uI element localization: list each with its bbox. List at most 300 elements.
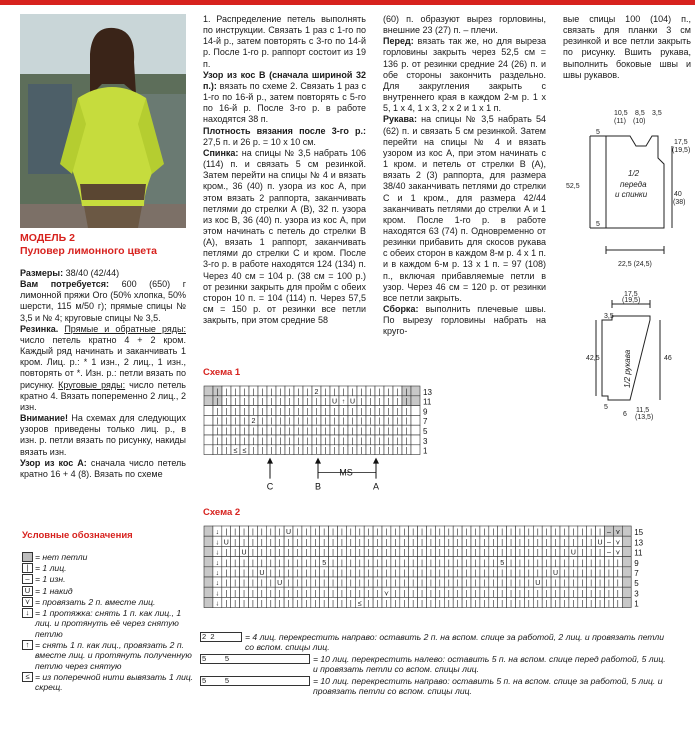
stitch-symbol: U <box>553 570 559 577</box>
stitch-symbol: | <box>252 600 254 608</box>
stitch-symbol: | <box>369 388 372 396</box>
stitch-symbol: | <box>590 590 593 598</box>
stitch-symbol: | <box>270 398 273 406</box>
stitch-symbol: – <box>606 549 611 557</box>
stitch-symbol: ⋎ <box>615 529 621 537</box>
legend-text: = провязать 2 п. вместе лиц. <box>35 596 156 607</box>
stitch-symbol: | <box>438 580 441 588</box>
stitch-symbol: | <box>483 549 486 557</box>
stitch-symbol: | <box>360 408 363 416</box>
stitch-symbol: | <box>270 447 273 455</box>
row-number: 13 <box>423 387 432 397</box>
sd-label: 11,5 <box>636 407 650 414</box>
stitch-symbol: | <box>252 447 255 455</box>
text-run: на спицы № 3,5 набрать 54 (62) п. и связать 5 см резинкой. Затем перейти на спицы № 4 и вязать узором из кос А, при этом начинать с 1 кром. и петель от стрелки В (А), вязать 2 (3) раппорта, для размера 38/40 заканчивать петлями до стрелки С и 1 кром., для размера 42/44 заканчивать петлями до стрелки А и 1 кром. После 1-го р. в работе находятся 63 (74) п. Одновременно от резинки прибавить для скосов рукава с обеих сторон в каждом 8-м р. 4 х 1 п. и в каждом 6-м р. 13 х 1 п. = 97 (108) п., включая прибавляемые петли в узор. Через 46 см = 120 р. от резинки все петли закрыть. <box>383 114 546 303</box>
sd-label: (13,5) <box>635 414 654 421</box>
bd-label: и спинки <box>615 190 648 199</box>
stitch-symbol: | <box>403 590 406 598</box>
stitch-symbol: | <box>323 580 326 588</box>
stitch-symbol: | <box>315 398 318 406</box>
stitch-symbol: | <box>270 418 273 426</box>
stitch-symbol: | <box>252 570 254 577</box>
stitch-symbol: | <box>405 437 408 445</box>
stitch-symbol: | <box>306 428 309 435</box>
stitch-symbol: | <box>297 437 300 445</box>
stitch-symbol: U <box>331 398 338 406</box>
stitch-symbol: | <box>608 590 610 598</box>
stitch-symbol: | <box>572 570 575 577</box>
paragraph <box>383 304 546 337</box>
stitch-symbol: | <box>287 600 290 608</box>
stitch-cell <box>411 406 420 416</box>
stitch-symbol: ↓ <box>215 590 220 598</box>
stitch-symbol: | <box>394 559 397 567</box>
stitch-symbol: | <box>306 408 309 416</box>
stitch-symbol: | <box>545 529 548 537</box>
stitch-symbol: | <box>519 529 521 537</box>
stitch-symbol: | <box>341 590 343 598</box>
stitch-symbol: | <box>447 600 450 608</box>
stitch-symbol: | <box>315 428 318 435</box>
stitch-symbol: | <box>599 529 601 537</box>
stitch-symbol: | <box>474 600 477 608</box>
sd-label: 1/2 рукава <box>623 349 632 388</box>
stitch-symbol: | <box>387 418 390 426</box>
stitch-symbol: | <box>288 388 291 396</box>
stitch-symbol: | <box>333 408 336 416</box>
stitch-symbol: | <box>572 590 575 598</box>
stitch-symbol: | <box>324 447 327 455</box>
stitch-symbol: | <box>376 559 379 567</box>
instructions-column-3 <box>383 14 546 338</box>
row-number: 9 <box>634 558 639 568</box>
bd-label: (10) <box>633 118 646 125</box>
stitch-symbol: | <box>324 408 327 416</box>
stitch-symbol: | <box>590 559 593 567</box>
stitch-symbol: | <box>536 539 539 547</box>
stitch-symbol: | <box>536 590 539 598</box>
arrow-label: B <box>314 481 322 492</box>
stitch-symbol: | <box>581 549 584 557</box>
stitch-symbol: | <box>545 580 548 588</box>
stitch-symbol: | <box>323 529 326 537</box>
stitch-symbol: | <box>216 437 219 445</box>
stitch-symbol: | <box>369 437 372 445</box>
row-number: 9 <box>423 407 428 417</box>
stitch-symbol: | <box>405 398 408 406</box>
legend-symbol: | <box>22 563 33 573</box>
stitch-symbol: | <box>269 590 272 598</box>
stitch-symbol: | <box>323 570 326 577</box>
text-run: 38/40 (42/44) <box>63 268 120 278</box>
stitch-symbol: | <box>243 580 245 588</box>
row-number: 11 <box>423 397 432 407</box>
stitch-symbol: | <box>385 570 388 577</box>
stitch-symbol: – <box>606 529 611 537</box>
stitch-symbol: | <box>287 549 290 557</box>
stitch-symbol: | <box>360 398 363 406</box>
stitch-symbol: U <box>223 539 229 547</box>
stitch-symbol: | <box>243 428 246 435</box>
stitch-symbol: | <box>492 529 495 537</box>
stitch-symbol: | <box>563 580 566 588</box>
stitch-symbol: ≤ <box>233 447 238 455</box>
stitch-symbol: | <box>456 559 459 567</box>
stitch-symbol: | <box>278 570 281 577</box>
stitch-cell <box>204 587 213 597</box>
stitch-symbol: | <box>385 559 388 567</box>
stitch-cell <box>204 415 213 425</box>
paragraph <box>383 36 546 114</box>
stitch-symbol: | <box>261 418 264 426</box>
instructions-column-2 <box>203 14 366 326</box>
stitch-symbol: | <box>421 549 423 557</box>
stitch-symbol: | <box>572 580 575 588</box>
stitch-cell <box>411 396 420 406</box>
stitch-symbol: | <box>324 398 327 406</box>
paragraph <box>203 14 366 70</box>
stitch-symbol: | <box>536 559 539 567</box>
stitch-symbol: | <box>367 549 370 557</box>
stitch-symbol: | <box>278 590 281 598</box>
stitch-symbol: | <box>474 529 477 537</box>
stitch-symbol: | <box>554 559 557 567</box>
stitch-symbol: | <box>332 590 334 598</box>
text-run: 600 (650) г лимонной пряжи Oro (50% хлопка, 50% шерсти, 115 м/50 г); прямые спицы № 3,5 и № 4; круговые спицы № 3,5. <box>20 279 187 323</box>
stitch-symbol: | <box>394 549 397 557</box>
stitch-symbol: | <box>465 570 468 577</box>
stitch-symbol: | <box>342 447 345 455</box>
stitch-symbol: | <box>412 600 415 608</box>
paragraph <box>20 268 186 279</box>
stitch-symbol: | <box>358 570 361 577</box>
stitch-symbol: | <box>376 539 379 547</box>
stitch-symbol: | <box>234 529 237 537</box>
stitch-symbol: | <box>225 580 228 588</box>
stitch-symbol: | <box>376 570 379 577</box>
stitch-symbol: | <box>492 590 495 598</box>
stitch-symbol: | <box>243 408 246 416</box>
stitch-symbol: | <box>403 559 406 567</box>
stitch-symbol: U <box>349 398 356 406</box>
legend-item <box>22 552 200 562</box>
stitch-symbol: | <box>225 590 228 598</box>
stitch-symbol: | <box>474 580 477 588</box>
stitch-symbol: | <box>216 447 219 455</box>
stitch-symbol: | <box>456 580 459 588</box>
stitch-symbol: | <box>536 529 539 537</box>
arrow-head <box>315 458 321 464</box>
stitch-symbol: | <box>261 398 264 406</box>
stitch-symbol: | <box>296 590 299 598</box>
stitch-symbol: | <box>378 418 381 426</box>
text-run: Плотность вязания после 3-го р.: <box>203 125 366 136</box>
stitch-symbol: | <box>332 559 334 567</box>
stitch-symbol: | <box>501 539 504 547</box>
stitch-symbol: | <box>260 559 263 567</box>
stitch-symbol: | <box>243 559 245 567</box>
stitch-symbol: | <box>387 437 390 445</box>
stitch-cell <box>204 526 213 536</box>
stitch-symbol: | <box>342 388 345 396</box>
stitch-symbol: | <box>396 437 399 445</box>
stitch-symbol: | <box>288 408 291 416</box>
stitch-symbol: | <box>243 418 246 426</box>
stitch-symbol: | <box>278 539 281 547</box>
arrow-head <box>267 458 273 464</box>
cable-note <box>200 632 670 653</box>
row-number: 5 <box>423 427 428 436</box>
text-run: Внимание! <box>20 413 68 424</box>
stitch-symbol: | <box>234 570 237 577</box>
stitch-cell <box>622 597 631 607</box>
text-run: Вам потребуется: <box>20 279 109 290</box>
stitch-symbol: | <box>385 600 388 608</box>
stitch-symbol: | <box>545 600 548 608</box>
stitch-symbol: | <box>492 600 495 608</box>
stitch-symbol: | <box>492 549 495 557</box>
stitch-symbol: | <box>243 590 245 598</box>
stitch-symbol: | <box>333 437 336 445</box>
stitch-symbol: | <box>483 600 486 608</box>
stitch-symbol: | <box>369 398 372 406</box>
stitch-symbol: | <box>216 398 219 406</box>
stitch-symbol: | <box>349 600 352 608</box>
stitch-symbol: | <box>581 580 584 588</box>
sd-label: (19,5) <box>622 297 641 304</box>
stitch-symbol: | <box>288 447 291 455</box>
stitch-symbol: | <box>456 570 459 577</box>
stitch-symbol: | <box>333 447 336 455</box>
stitch-symbol: | <box>260 549 263 557</box>
legend-symbol: ⋎ <box>22 597 33 607</box>
stitch-symbol: ↓ <box>215 549 220 557</box>
stitch-cell <box>204 425 213 435</box>
stitch-symbol: | <box>405 447 408 455</box>
stitch-symbol: | <box>405 428 408 435</box>
stitch-symbol: | <box>351 437 354 445</box>
legend-item <box>22 640 200 671</box>
stitch-symbol: | <box>260 580 263 588</box>
stitch-symbol: | <box>501 529 504 537</box>
legend-text: = 1 накид <box>35 585 73 596</box>
stitch-symbol: | <box>554 529 557 537</box>
stitch-symbol: | <box>492 580 495 588</box>
stitch-symbol: | <box>581 529 584 537</box>
stitch-symbol: | <box>314 600 317 608</box>
row-number: 7 <box>423 417 428 427</box>
bd-label: 5 <box>596 221 600 228</box>
stitch-symbol: | <box>396 418 399 426</box>
stitch-symbol: | <box>581 590 584 598</box>
stitch-symbol: | <box>288 398 291 406</box>
stitch-symbol: | <box>234 580 237 588</box>
stitch-symbol: | <box>599 549 601 557</box>
schema-1-title: Схема 1 <box>203 367 241 378</box>
stitch-symbol: | <box>438 600 441 608</box>
stitch-symbol: | <box>278 600 281 608</box>
stitch-symbol: | <box>288 437 291 445</box>
stitch-symbol: | <box>536 549 539 557</box>
stitch-symbol: | <box>438 549 441 557</box>
sd-label: 46 <box>664 355 672 362</box>
stitch-symbol: U <box>535 580 541 588</box>
stitch-symbol: | <box>394 539 397 547</box>
bd-label: 17,5 <box>674 139 688 146</box>
paragraph <box>203 70 366 126</box>
stitch-symbol: | <box>269 600 272 608</box>
stitch-symbol: | <box>608 570 610 577</box>
stitch-symbol: | <box>438 529 441 537</box>
stitch-symbol: | <box>297 398 300 406</box>
stitch-symbol: | <box>332 600 334 608</box>
stitch-symbol: U <box>241 549 247 557</box>
stitch-symbol: | <box>261 447 264 455</box>
stitch-symbol: | <box>323 549 326 557</box>
stitch-symbol: | <box>581 539 584 547</box>
stitch-symbol: | <box>527 580 530 588</box>
text-run: выполнить плечевые швы. По вырезу горловины набрать на круго- <box>383 304 546 337</box>
stitch-symbol: | <box>456 590 459 598</box>
stitch-symbol: | <box>412 529 415 537</box>
stitch-symbol: | <box>296 539 299 547</box>
stitch-symbol: | <box>351 388 354 396</box>
stitch-symbol: | <box>581 570 584 577</box>
stitch-symbol: | <box>394 600 397 608</box>
stitch-symbol: | <box>608 580 610 588</box>
stitch-symbol: | <box>278 549 281 557</box>
model-heading <box>20 232 157 257</box>
paragraph <box>20 279 186 324</box>
stitch-symbol: 5 <box>500 559 505 567</box>
text-run: Перед: <box>383 36 414 47</box>
text-run: число петель кратно 4. Вязать попеременно 2 лиц., 2 изн. <box>20 379 186 412</box>
stitch-symbol: | <box>367 570 370 577</box>
text-run: вязать так же, но для выреза горловины закрыть через 52,5 см = 136 р. от резинки средние 24 (26) п. и обе стороны закончить раздельно. Для закругления закрыть с внутреннего края в каждом 2-м р. 1 х 5, 1 х 4, 1 х 3, 2 х 2 и 1 х 1 п. <box>383 36 546 114</box>
stitch-symbol: | <box>324 437 327 445</box>
stitch-symbol: | <box>358 559 361 567</box>
stitch-symbol: | <box>332 570 334 577</box>
stitch-symbol: | <box>474 559 477 567</box>
stitch-symbol: | <box>369 408 372 416</box>
stitch-symbol: | <box>394 590 397 598</box>
stitch-cell <box>411 435 420 445</box>
stitch-symbol: | <box>563 600 566 608</box>
stitch-symbol: | <box>527 539 530 547</box>
stitch-symbol: | <box>510 590 512 598</box>
stitch-symbol: | <box>510 549 512 557</box>
stitch-symbol: | <box>306 447 309 455</box>
stitch-symbol: | <box>234 590 237 598</box>
model-number: МОДЕЛЬ 2 <box>20 232 75 244</box>
stitch-symbol: | <box>349 529 352 537</box>
stitch-symbol: | <box>421 580 423 588</box>
stitch-symbol: | <box>296 549 299 557</box>
stitch-symbol: | <box>510 529 512 537</box>
stitch-symbol: | <box>305 549 308 557</box>
legend-item <box>22 574 200 584</box>
stitch-symbol: | <box>305 559 308 567</box>
stitch-symbol: | <box>314 529 317 537</box>
stitch-symbol: | <box>616 559 619 567</box>
stitch-symbol: | <box>421 570 423 577</box>
stitch-symbol: | <box>385 549 388 557</box>
stitch-symbol: U <box>286 529 292 537</box>
stitch-symbol: | <box>396 408 399 416</box>
stitch-symbol: | <box>360 428 363 435</box>
body-schematic <box>560 100 695 275</box>
stitch-symbol: 2 <box>251 418 256 426</box>
stitch-symbol: | <box>519 600 521 608</box>
stitch-symbol: | <box>234 398 237 406</box>
legend-symbol: ↑ <box>22 640 33 650</box>
stitch-symbol: | <box>306 388 309 396</box>
text-run: Узор из кос В (сначала шириной 32 п.): <box>203 69 366 91</box>
instructions-column-1 <box>20 268 186 480</box>
stitch-symbol: | <box>367 600 370 608</box>
cable-note-text: = 10 лиц. перекрестить налево: оставить 5 п. на вспом. спице перед работой, 5 лиц. и провязать петли со вспом. спицы лиц. <box>313 654 666 675</box>
stitch-symbol: | <box>351 447 354 455</box>
stitch-symbol: | <box>367 539 370 547</box>
stitch-symbol: ≤ <box>242 447 247 455</box>
legend-text: = снять 1 п. как лиц., провязать 2 п. вместе лиц. и протянуть полученную петлю через снятую <box>35 640 192 671</box>
stitch-symbol: U <box>277 580 283 588</box>
legend-list <box>22 552 200 694</box>
stitch-symbol: | <box>243 529 245 537</box>
stitch-symbol: | <box>421 590 423 598</box>
stitch-symbol: | <box>315 437 318 445</box>
stitch-symbol: | <box>492 570 495 577</box>
stitch-symbol: | <box>376 580 379 588</box>
stitch-symbol: | <box>314 559 317 567</box>
legend-text: = 1 изн. <box>35 574 66 585</box>
stitch-symbol: | <box>616 580 619 588</box>
stitch-symbol: | <box>225 447 228 455</box>
stitch-symbol: | <box>563 549 566 557</box>
stitch-symbol: | <box>527 529 530 537</box>
text-run: Спинка: <box>203 147 239 158</box>
stitch-symbol: | <box>279 398 282 406</box>
stitch-symbol: | <box>447 570 450 577</box>
stitch-symbol: | <box>324 428 327 435</box>
stitch-symbol: | <box>527 600 530 608</box>
stitch-symbol: | <box>483 590 486 598</box>
stitch-symbol: | <box>412 580 415 588</box>
schema-2-chart <box>200 522 660 622</box>
stitch-symbol: | <box>396 428 399 435</box>
stitch-symbol: | <box>252 437 255 445</box>
stitch-symbol: | <box>536 570 539 577</box>
stitch-symbol: | <box>474 570 477 577</box>
text-run: Резинка. <box>20 323 59 334</box>
stitch-symbol: | <box>519 559 521 567</box>
legend-title: Условные обозначения <box>22 530 133 541</box>
stitch-symbol: | <box>216 388 219 396</box>
stitch-cell <box>411 445 420 455</box>
cable-note-text: = 10 лиц. перекрестить направо: оставить 5 п. на вспом. спице за работой, 5 лиц. и провязать петли со вспом. спицы лиц. <box>313 676 663 697</box>
row-number: 11 <box>634 548 643 558</box>
stitch-symbol: | <box>438 539 441 547</box>
cable-note <box>200 654 670 675</box>
stitch-symbol: | <box>430 549 432 557</box>
stitch-symbol: | <box>287 580 290 588</box>
stitch-symbol: | <box>438 570 441 577</box>
model-photo <box>20 14 186 228</box>
stitch-symbol: | <box>572 539 575 547</box>
sd-label: 6 <box>623 411 627 418</box>
stitch-symbol: | <box>225 600 228 608</box>
stitch-symbol: ↓ <box>215 600 220 608</box>
